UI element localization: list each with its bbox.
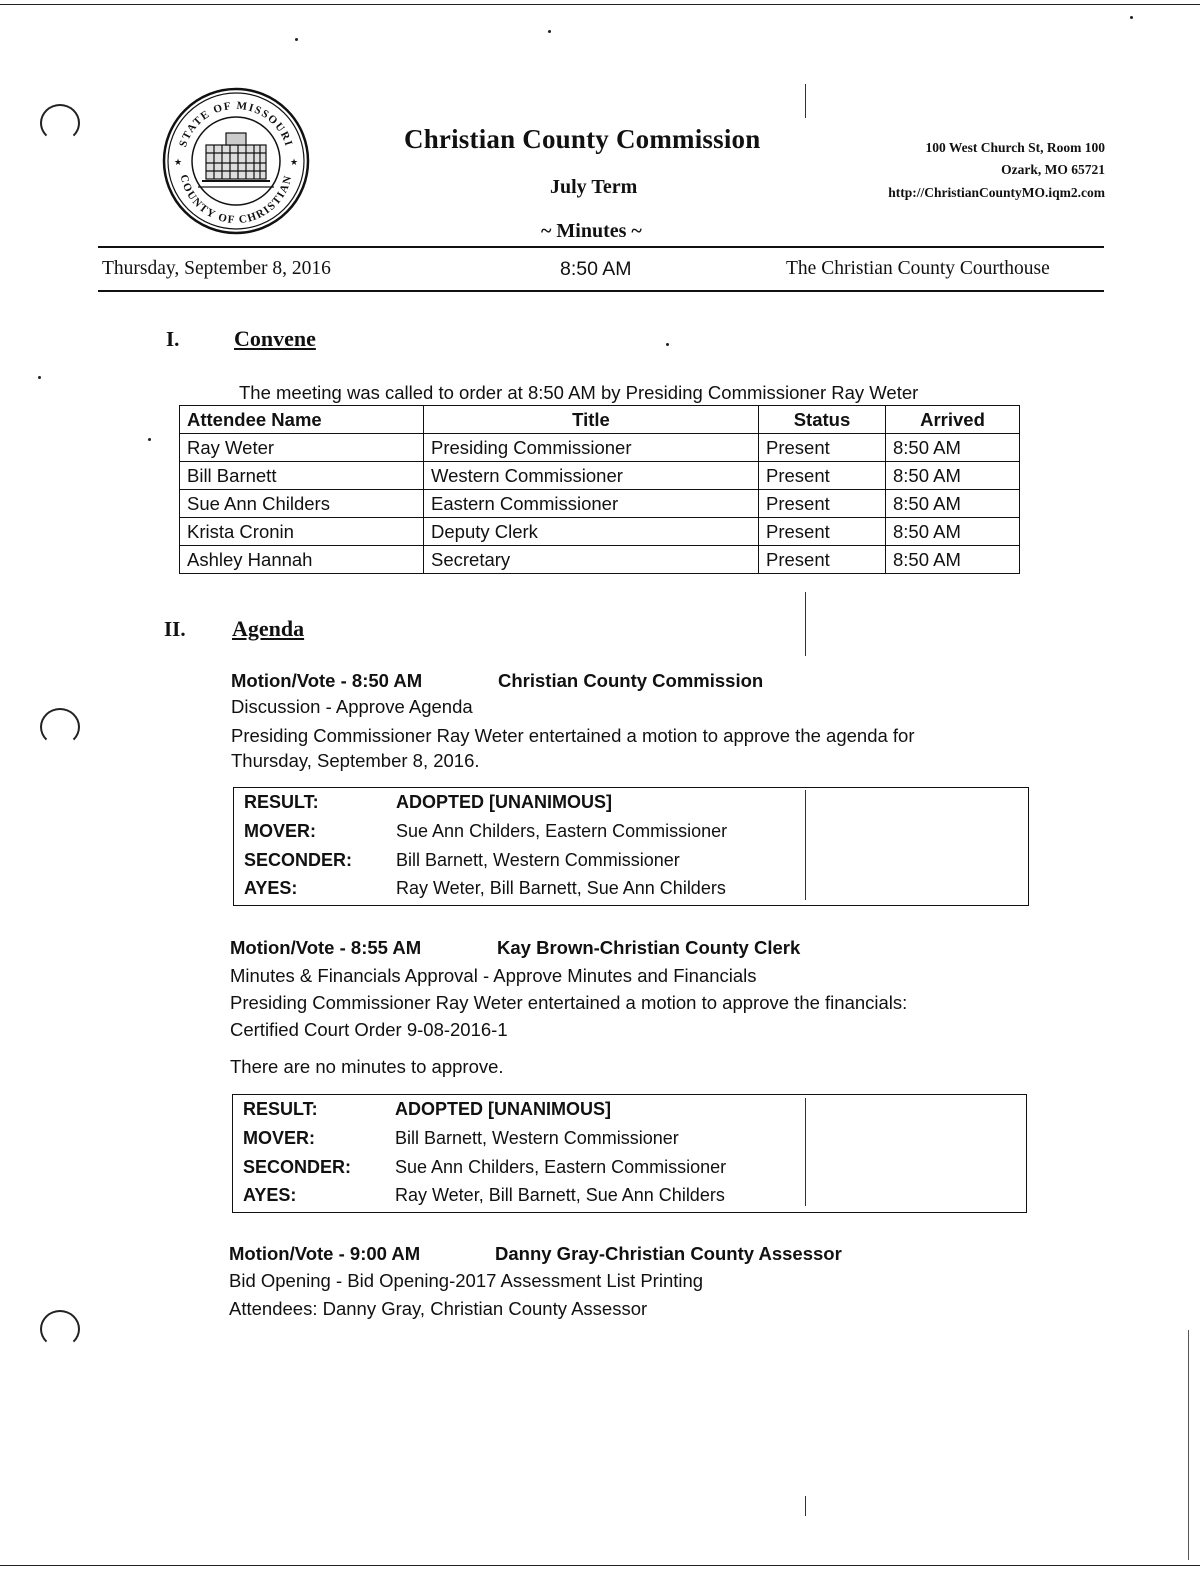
vote-seconder-key: SECONDER: (243, 1157, 352, 1177)
motion-text: Presiding Commissioner Ray Weter entertained a motion to approve the agenda for (231, 725, 915, 746)
section-number-agenda: II. (164, 617, 186, 641)
header-rule-bottom (98, 290, 1104, 292)
motion-text: Presiding Commissioner Ray Weter entertained a motion to approve the financials: (230, 992, 908, 1013)
website-link[interactable]: http://ChristianCountyMO.iqm2.com (888, 185, 1105, 200)
vote-mover-key: MOVER: (243, 1128, 315, 1148)
attendee-arrived: 8:50 AM (886, 546, 1020, 574)
address-line-2: Ozark, MO 65721 (1001, 162, 1105, 177)
vote-seconder-value: Bill Barnett, Western Commissioner (396, 850, 680, 870)
motion-presenter: Kay Brown-Christian County Clerk (497, 937, 801, 958)
seal-text-bottom: COUNTY OF CHRISTIAN (177, 173, 295, 227)
svg-text:★: ★ (290, 157, 299, 167)
motion-presenter: Christian County Commission (498, 670, 764, 691)
header-rule-top (98, 246, 1104, 248)
table-row (180, 462, 1020, 490)
address-line-1: 100 West Church St, Room 100 (925, 140, 1105, 155)
meeting-time: 8:50 AM (560, 258, 632, 280)
scan-edge-top (0, 4, 1200, 5)
vote-result-value: ADOPTED [UNANIMOUS] (395, 1099, 611, 1119)
vote-mover-value: Bill Barnett, Western Commissioner (395, 1128, 679, 1148)
attendee-status: Present (759, 518, 886, 546)
vote-ayes-value: Ray Weter, Bill Barnett, Sue Ann Childers (396, 878, 726, 898)
minutes-label: ~ Minutes ~ (541, 220, 642, 242)
attendee-status: Present (759, 462, 886, 490)
vote-seconder-value: Sue Ann Childers, Eastern Commissioner (395, 1157, 727, 1177)
scan-mark (805, 592, 806, 656)
section-number-convene: I. (166, 327, 180, 351)
attendee-status: Present (759, 434, 886, 462)
motion-text: Thursday, September 8, 2016. (231, 750, 480, 771)
attendee-table-header (180, 406, 1020, 434)
vote-seconder-row (243, 1157, 726, 1178)
attendee-title: Secretary (424, 546, 759, 574)
attendee-arrived: 8:50 AM (886, 518, 1020, 546)
scan-mark (805, 84, 806, 118)
vote-ayes-value: Ray Weter, Bill Barnett, Sue Ann Childers (395, 1185, 725, 1205)
scan-speck (295, 38, 298, 41)
scan-edge-bottom (0, 1565, 1200, 1566)
table-row (180, 518, 1020, 546)
punch-hole-icon (40, 104, 80, 142)
vote-ayes-row (244, 878, 726, 899)
vote-result-row (243, 1099, 611, 1120)
column-header-arrived: Arrived (886, 406, 1020, 434)
vote-result-key: RESULT: (244, 792, 319, 812)
attendee-name: Ashley Hannah (180, 546, 424, 574)
motion-note: There are no minutes to approve. (230, 1056, 504, 1077)
vote-result-key: RESULT: (243, 1099, 318, 1119)
vote-mover-value: Sue Ann Childers, Eastern Commissioner (396, 821, 728, 841)
meeting-location: The Christian County Courthouse (786, 258, 1050, 279)
punch-hole-icon (40, 708, 80, 746)
scan-speck (148, 438, 151, 441)
attendee-arrived: 8:50 AM (886, 490, 1020, 518)
attendee-name: Bill Barnett (180, 462, 424, 490)
vote-mover-row (244, 821, 727, 842)
motion-presenter: Danny Gray-Christian County Assessor (495, 1243, 842, 1264)
motion-text: Certified Court Order 9-08-2016-1 (230, 1019, 508, 1040)
vote-mover-key: MOVER: (244, 821, 316, 841)
attendee-arrived: 8:50 AM (886, 462, 1020, 490)
attendee-name: Krista Cronin (180, 518, 424, 546)
section-heading-agenda: Agenda (232, 616, 305, 641)
vote-ayes-row (243, 1185, 725, 1206)
vote-seconder-row (244, 850, 680, 871)
attendee-name: Ray Weter (180, 434, 424, 462)
table-row (180, 546, 1020, 574)
vote-result-row (244, 792, 612, 813)
scan-speck (1130, 16, 1133, 19)
attendee-status: Present (759, 490, 886, 518)
vote-result-box (232, 1094, 1027, 1213)
attendee-name: Sue Ann Childers (180, 490, 424, 518)
motion-description: Discussion - Approve Agenda (231, 696, 473, 717)
scan-speck (548, 30, 551, 33)
attendee-table (179, 405, 1020, 574)
attendee-status: Present (759, 546, 886, 574)
motion-label: Motion/Vote - 8:50 AM (231, 670, 423, 691)
scan-edge-right (1188, 1330, 1189, 1560)
motion-label: Motion/Vote - 8:55 AM (230, 937, 422, 958)
county-seal-icon (162, 87, 310, 235)
vote-seconder-key: SECONDER: (244, 850, 353, 870)
scan-speck (38, 376, 41, 379)
punch-hole-icon (40, 1310, 80, 1348)
motion-description: Minutes & Financials Approval - Approve Minutes and Financials (230, 965, 757, 986)
vote-ayes-key: AYES: (244, 878, 298, 898)
scan-mark (805, 1496, 806, 1516)
vote-ayes-key: AYES: (243, 1185, 297, 1205)
column-header-status: Status (759, 406, 886, 434)
attendee-title: Western Commissioner (424, 462, 759, 490)
seal-text-top: STATE OF MISSOURI (177, 99, 295, 149)
column-header-title: Title (424, 406, 759, 434)
motion-attendees: Attendees: Danny Gray, Christian County Assessor (229, 1298, 648, 1319)
column-header-name: Attendee Name (180, 406, 424, 434)
vote-result-value: ADOPTED [UNANIMOUS] (396, 792, 612, 812)
term-label: July Term (550, 176, 638, 198)
attendee-title: Eastern Commissioner (424, 490, 759, 518)
attendee-title: Presiding Commissioner (424, 434, 759, 462)
vote-mover-row (243, 1128, 679, 1149)
section-heading-convene: Convene (234, 326, 316, 351)
svg-text:★: ★ (174, 157, 183, 167)
scan-speck (666, 343, 669, 346)
table-row (180, 434, 1020, 462)
attendee-arrived: 8:50 AM (886, 434, 1020, 462)
meeting-date: Thursday, September 8, 2016 (102, 258, 331, 279)
table-row (180, 490, 1020, 518)
convene-intro: The meeting was called to order at 8:50 AM by Presiding Commissioner Ray Weter (239, 382, 919, 403)
motion-description: Bid Opening - Bid Opening-2017 Assessment List Printing (229, 1270, 704, 1291)
org-title: Christian County Commission (404, 124, 761, 154)
motion-label: Motion/Vote - 9:00 AM (229, 1243, 421, 1264)
attendee-title: Deputy Clerk (424, 518, 759, 546)
vote-result-box (233, 787, 1029, 906)
